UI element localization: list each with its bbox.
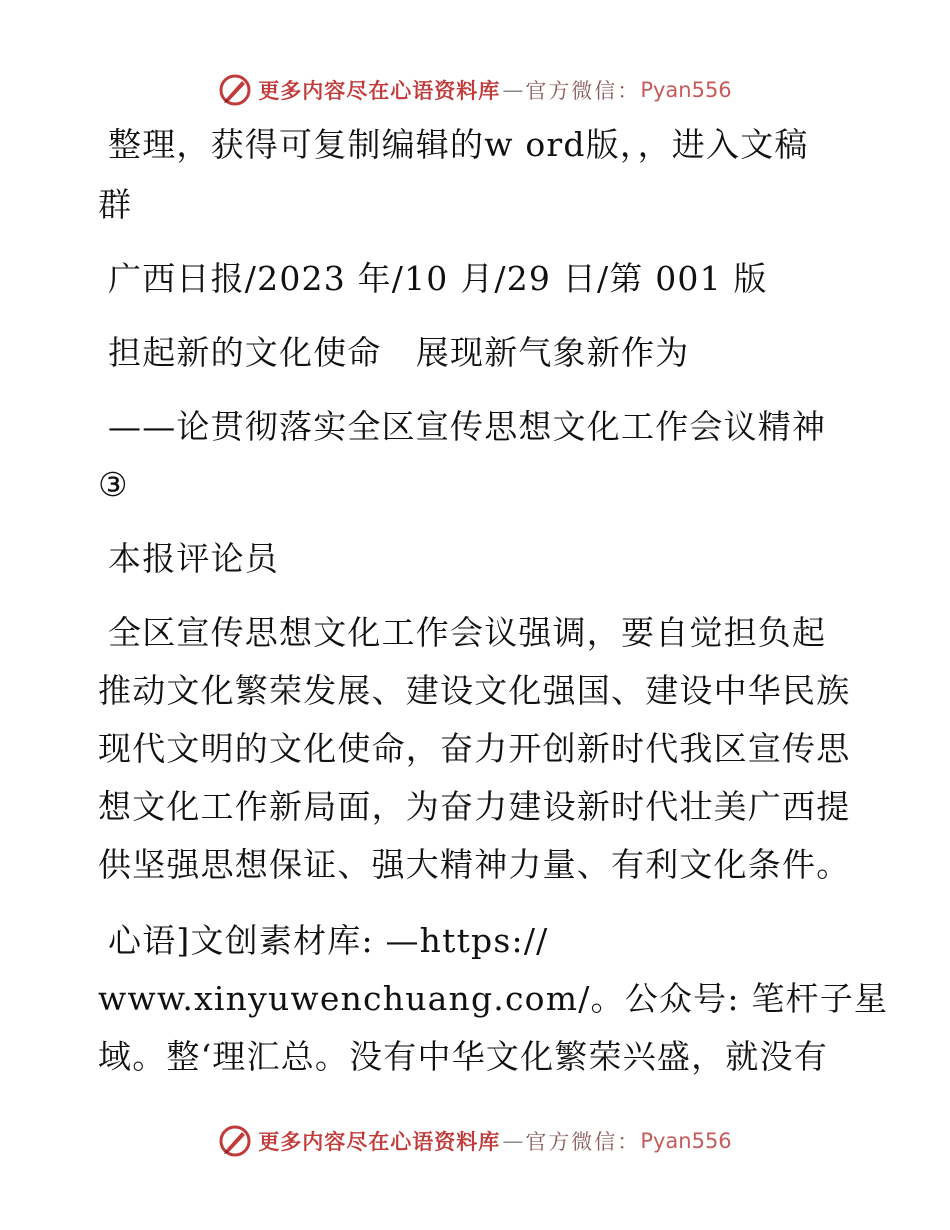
paragraph-line: 全区宣传思想文化工作会议强调，要自觉担负起 [108,613,827,652]
banner-brand-text: 更多内容尽在心语资料库 [258,79,501,103]
promo-line: 心语]文创素材库: —https:// [108,921,549,960]
banner-wechat-id: Pyan556 [640,78,732,102]
header-watermark-banner [0,70,950,110]
paragraph-line: 域。整‘理汇总。没有中华文化繁荣兴盛，就没有 [98,1037,828,1076]
body-line: 整理，获得可复制编辑的w ord版，，进入文稿 [108,125,809,164]
article-title: 担起新的文化使命 展现新气象新作为 [108,333,690,372]
banner-official-label: 官方微信： [525,1130,641,1154]
paragraph-line: 现代文明的文化使命，奋力开创新时代我区宣传思 [98,729,851,768]
article-subtitle-number: ③ [98,465,129,504]
banner-separator: — [502,78,524,102]
banner-brand-text: 更多内容尽在心语资料库 [258,1130,501,1154]
banner-official-label: 官方微信： [525,79,641,103]
footer-watermark-banner [0,1121,950,1161]
body-line: 群 [98,185,133,224]
paragraph-line: 推动文化繁荣发展、建设文化强国、建设中华民族 [98,671,851,710]
banner-wechat-id: Pyan556 [640,1129,732,1153]
article-author: 本报评论员 [108,539,279,578]
paragraph-line: 想文化工作新局面，为奋力建设新时代壮美广西提 [98,787,851,826]
quill-logo-icon [218,1124,252,1158]
banner-separator: — [502,1129,524,1153]
promo-line: www.xinyuwenchuang.com/。公众号: 笔杆子星 [98,979,889,1018]
article-subtitle: ——论贯彻落实全区宣传思想文化工作会议精神 [108,407,827,446]
newspaper-source-line: 广西日报/2023 年/10 月/29 日/第 001 版 [108,259,768,298]
quill-logo-icon [218,73,252,107]
paragraph-line: 供坚强思想保证、强大精神力量、有利文化条件。 [98,845,851,884]
